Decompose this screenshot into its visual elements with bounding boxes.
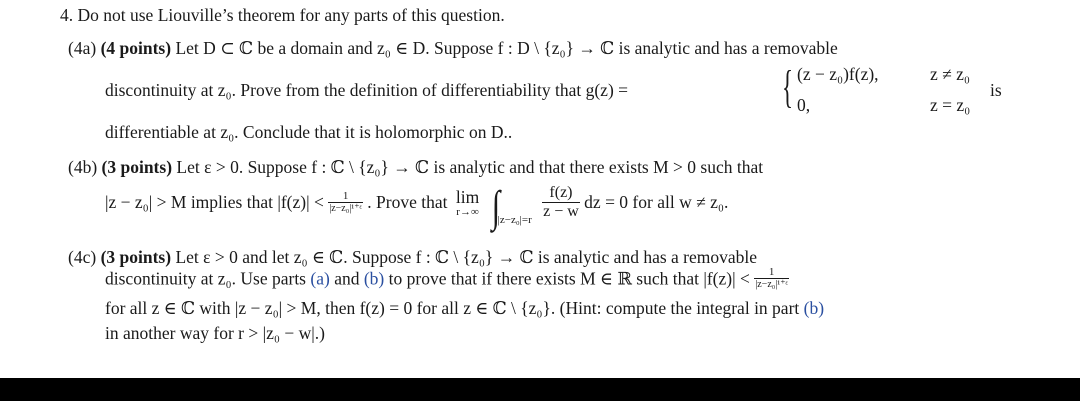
part-a-label: (4a) — [68, 38, 97, 58]
piecewise-case-1-expr: (z − z₀)f(z), — [797, 64, 879, 84]
piecewise-brace: { — [782, 61, 794, 112]
integrand-denominator: z − w — [543, 203, 579, 220]
part-b-conclusion: dz = 0 for all w ≠ z₀. — [584, 192, 729, 212]
part-c-text-a: discontinuity at z₀. Use parts — [105, 268, 306, 289]
piecewise-case-2-expr: 0, — [797, 95, 811, 115]
question-heading: 4. Do not use Liouville’s theorem for any parts of this question. — [60, 5, 505, 25]
part-a-line-1 — [68, 38, 838, 59]
part-b-line-1 — [68, 157, 763, 178]
piecewise-case-1-cond: z ≠ z₀ — [930, 64, 970, 84]
part-c-statement: Let ε > 0 and let z₀ ∈ ℂ. Suppose f : ℂ \ {z₀} → ℂ is analytic and has a removable — [175, 247, 758, 267]
integral-contour: |z−z₀|=r — [497, 213, 532, 226]
part-c-label: (4c) — [68, 247, 97, 267]
part-b-label: (4b) — [68, 157, 98, 177]
part-c-line-2 — [105, 267, 789, 290]
part-b-bound-fraction — [328, 191, 363, 214]
part-a-line-3: differentiable at z₀. Conclude that it is holomorphic on D.. — [105, 122, 513, 142]
part-a-reference-link[interactable]: (a) — [310, 268, 330, 289]
limit-text: lim — [455, 186, 480, 207]
part-c-line-4: in another way for r > |z₀ − w|.) — [105, 323, 325, 343]
part-b-points: (3 points) — [101, 157, 173, 177]
limit-subscript: r→∞ — [456, 205, 479, 218]
part-a-statement: Let D ⊂ ℂ be a domain and z₀ ∈ D. Suppose f : D \ {z₀} → ℂ is analytic and has a removable — [175, 38, 838, 58]
part-c-fraction-numerator: 1 — [768, 266, 775, 279]
part-c-line-3 — [105, 298, 824, 319]
piecewise-case-2-cond: z = z₀ — [930, 95, 971, 115]
integral-sign: ∫ — [491, 181, 500, 231]
part-c-text-b: and — [334, 268, 360, 289]
bottom-black-bar — [0, 378, 1080, 401]
part-a-line-2: discontinuity at z₀. Prove from the definition of differentiability that g(z) = — [105, 80, 629, 100]
part-b-reference-link[interactable]: (b) — [363, 268, 385, 289]
part-b-line-2 — [105, 181, 729, 231]
part-b-hypothesis: |z − z₀| > M implies that |f(z)| < — [105, 192, 324, 212]
limit-operator — [456, 188, 479, 218]
part-b-prove-that: . Prove that — [367, 192, 448, 212]
part-b-fraction-denominator: |z−z₀|¹⁺ᵋ — [329, 203, 362, 214]
part-c-text-c: to prove that if there exists M ∈ ℝ such that |f(z)| < — [388, 268, 750, 289]
part-c-fraction-denominator: |z−z₀|¹⁺ᵋ — [755, 279, 788, 291]
integrand-fraction — [542, 184, 580, 221]
part-a-is: is — [990, 80, 1002, 100]
part-c-text-d: for all z ∈ ℂ with |z − z₀| > M, then f(z) = 0 for all z ∈ ℂ \ {z₀}. (Hint: compute the integral in part — [105, 298, 800, 318]
part-c-bound-fraction — [754, 267, 789, 290]
integrand-numerator: f(z) — [549, 184, 573, 201]
part-b-statement: Let ε > 0. Suppose f : ℂ \ {z₀} → ℂ is analytic and that there exists M > 0 such that — [176, 157, 764, 177]
part-c-line-1 — [68, 247, 757, 268]
part-c-points: (3 points) — [100, 247, 172, 267]
part-b-reference-link-2[interactable]: (b) — [803, 298, 825, 318]
part-b-fraction-numerator: 1 — [342, 190, 349, 202]
part-a-points: (4 points) — [100, 38, 172, 58]
